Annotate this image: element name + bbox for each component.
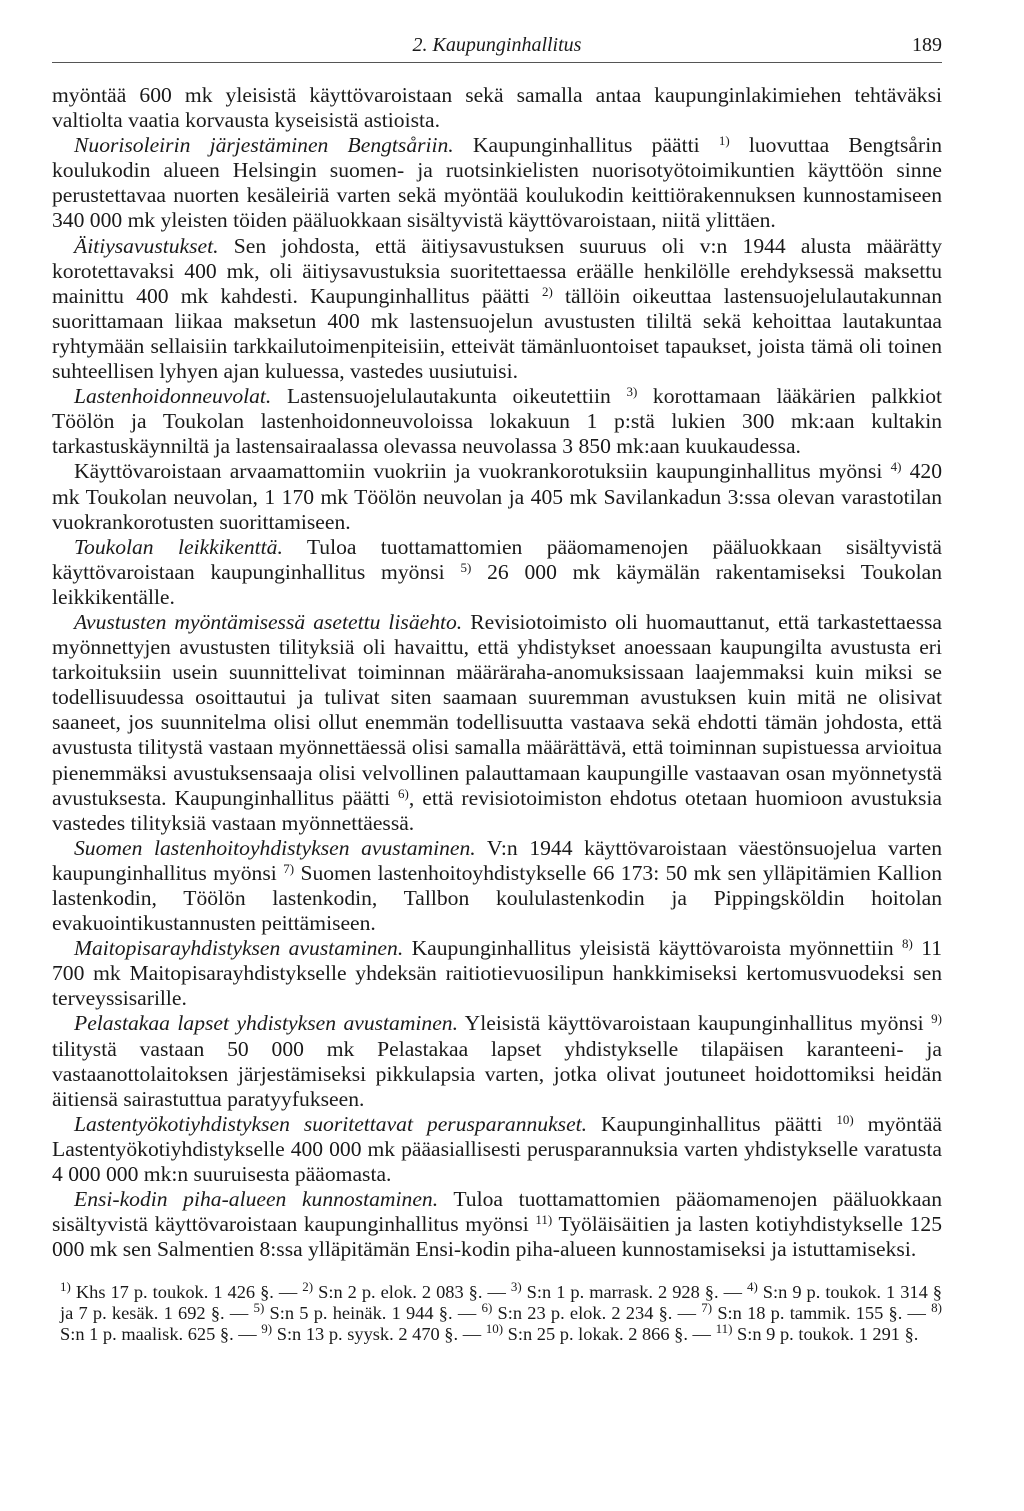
text-run: luovuttaa Bengtsårin koulukodin alueen Helsingin suomen- ja ruotsinkielisten nuorisotyötoimikuntien käyttöön sinne perustettavaa nuorten kesäleiriä varten sekä myöntää koulukodin keittiörakennuksen kunnostamiseen 340 000 mk yleisten töiden pääluokkaan sisältyvistä käyttövaroistaan, niitä ylittäen.	[52, 133, 942, 233]
page-number: 189	[912, 34, 942, 56]
text-run: korottamaan lääkärien palkkiot Töölön ja Toukolan lastenhoidonneuvoloissa lokakuun 1 p:stä lukien 300 mk:aan kultakin tarkastuskäynniltä ja lastensairaalassa olevassa neuvolassa 3 850 mk:aan kuukaudessa.	[52, 384, 942, 459]
paragraph	[52, 535, 942, 610]
text-run: Tuloa tuottamattomien pääomamenojen pääluokkaan sisältyvistä käyttövaroistaan kaupunginhallitus myönsi	[52, 534, 943, 584]
footnote-ref: 9)	[931, 1011, 942, 1027]
footnote-ref: 9)	[261, 1320, 273, 1336]
section-heading: Äitiysavustukset.	[74, 233, 219, 258]
text-run: S:n 9 p. toukok. 1 291 §.	[732, 1323, 919, 1344]
footnote-block	[60, 1279, 942, 1344]
text-run: S:n 18 p. tammik. 155 §. —	[712, 1303, 932, 1323]
text-run: S:n 1 p. maalisk. 625 §. —	[60, 1323, 262, 1344]
text-run: Yleisistä käyttövaroistaan kaupunginhallitus myönsi	[458, 1011, 932, 1036]
section-heading: Avustusten myöntämisessä asetettu lisäehto.	[74, 609, 463, 634]
paragraph	[52, 936, 942, 1011]
text-run: Kaupunginhallitus päätti	[587, 1111, 837, 1136]
footnote-ref: 1)	[60, 1279, 71, 1295]
paragraph	[52, 384, 942, 459]
text-run: tällöin oikeuttaa lastensuojelulautakunnan suorittamaan liikaa maksetun 400 mk lastensuojelun avustusten tililtä sekä kehoittaa lautakuntaa ryhtymään sellaisiin tarkkailutoimenpiteisiin, etteivät tämänluontoiset tapaukset, joista tämä oli toinen suhteellisen lyhyen ajan kuluessa, vastedes uusiutuisi.	[52, 283, 942, 384]
text-run: tilitystä vastaan 50 000 mk Pelastakaa lapset yhdistykselle tilapäisen karanteeni- ja vastaanottolaitoksen järjestämiseksi pikkulapsia varten, jotka olivat joutuneet hoidottomiksi heidän äitiensä sairastuttua paratyyfukseen.	[52, 1036, 942, 1111]
text-run: 26 000 mk käymälän rakentamiseksi Toukolan leikkikentälle.	[52, 559, 942, 609]
section-heading: Maitopisarayhdistyksen avustaminen.	[74, 936, 404, 961]
text-run: Khs 17 p. toukok. 1 426 §. —	[70, 1282, 303, 1303]
paragraph	[52, 1011, 942, 1111]
text-run: Lastensuojelulautakunta oikeutettiin	[271, 384, 627, 409]
paragraph	[52, 133, 942, 233]
text-run: myöntää Lastentyökotiyhdistykselle 400 000 mk pääasiallisesti perusparannuksia varten yhdistykselle varatusta 4 000 000 mk:n suuruisesta pääomasta.	[52, 1111, 943, 1187]
header-rule	[52, 62, 942, 63]
section-heading: Ensi-kodin piha-alueen kunnostaminen.	[74, 1187, 439, 1212]
text-run: 11 700 mk Maitopisarayhdistykselle yhdeksän raitiotievuosilipun hankkimiseksi kertomusvuodeksi sen terveyssisarille.	[52, 936, 942, 1011]
text-run: 420 mk Toukolan neuvolan, 1 170 mk Töölön neuvolan ja 405 mk Savilankadun 3:ssa olevan varastotilan vuokrankorotusten suorittamiseen.	[52, 459, 943, 534]
text-run: S:n 2 p. elok. 2 083 §. —	[313, 1282, 511, 1303]
text-run: Suomen lastenhoitoyhdistykselle 66 173: 50 mk sen ylläpitämien Kallion lastenkodin, Töölön lastenkodin, Tallbon koululastenkodin ja Pippingsköldin hoitolan evakuointikustannusten peittämiseen.	[52, 860, 942, 936]
footnote-ref: 3)	[510, 1279, 522, 1295]
paragraph	[52, 1112, 942, 1187]
paragraph	[52, 610, 942, 836]
footnote-ref: 8)	[931, 1300, 942, 1315]
footnote-ref: 10)	[485, 1320, 504, 1336]
document-page	[52, 28, 942, 1344]
footnote-ref: 7)	[701, 1300, 713, 1315]
text-run: Kaupunginhallitus yleisistä käyttövaroista myönnettiin	[403, 936, 902, 961]
paragraph	[52, 836, 942, 936]
footnote-ref: 6)	[481, 1300, 493, 1315]
footnote-ref: 7)	[283, 860, 295, 876]
text-run: myöntää 600 mk yleisistä käyttövaroistaan sekä samalla antaa kaupunginlakimiehen tehtäväksi valtiolta vaatia korvausta kyseisistä astioista.	[52, 83, 942, 133]
section-heading: Nuorisoleirin järjestäminen Bengtsåriin.	[74, 133, 454, 158]
footnote-ref: 4)	[890, 459, 902, 475]
text-run: Työläisäitien ja lasten kotiyhdistykselle 125 000 mk sen Salmentien 8:ssa ylläpitämän Ensi-kodin piha-alueen kunnostamiseksi ja istuttamiseksi.	[52, 1212, 942, 1262]
text-run: Käyttövaroistaan arvaamattomiin vuokriin ja vuokrankorotuksiin kaupunginhallitus myönsi	[74, 459, 891, 484]
text-run: S:n 1 p. marrask. 2 928 §. —	[521, 1282, 747, 1303]
text-run: V:n 1944 käyttövaroistaan väestönsuojelua varten kaupunginhallitus myönsi	[52, 835, 943, 885]
section-heading: Suomen lastenhoitoyhdistyksen avustaminen.	[74, 835, 476, 860]
footnote-ref: 2)	[541, 283, 553, 299]
text-run: Kaupunginhallitus päätti	[453, 133, 719, 158]
footnote-ref: 2)	[302, 1279, 314, 1295]
text-run: Tuloa tuottamattomien pääomamenojen pääluokkaan sisältyvistä käyttövaroistaan kaupunginhallitus myönsi	[52, 1187, 942, 1237]
footnote-ref: 4)	[746, 1279, 758, 1295]
running-header	[52, 28, 942, 62]
text-run: , että revisiotoimiston ehdotus otetaan huomioon avustuksia vastedes tilityksiä vastaan myönnettäessä.	[52, 785, 943, 835]
footnote-ref: 11)	[715, 1320, 733, 1336]
footnote-ref: 5)	[460, 559, 472, 575]
footnote-ref: 1)	[718, 133, 730, 149]
text-run: S:n 9 p. toukok. 1 314 § ja 7 p. kesäk. 1 692 §. —	[60, 1282, 942, 1323]
text-run: Revisiotoimisto oli huomauttanut, että tarkastettaessa myönnettyjen avustusten tilityksiä oli havaittu, että yhdistykset anoessaan kaupungilta avustusta eri tarkoituksiin usein suunnittelivat toiminnan määräraha-anomuksissaan laajemmaksi kuin miksi se todellisuudessa osoittautui ja tulivat siten saamaan suuremman avustuksen kuin mitä ne olisivat saaneet, jos suunnitelma olisi ollut enemmän todellisuutta vastaava sekä ehdotti tämän johdosta, että avustusta tilitystä vastaan myönnettäessä olisi samalla määrättävä, että toiminnan supistuessa arvioitua pienemmäksi avustuksensaaja olisi velvollinen palauttamaan kaupungille vastaavan osan myönnetystä avustuksesta. Kaupunginhallitus päätti	[52, 609, 942, 810]
footnote-ref: 3)	[626, 384, 638, 400]
footnotes	[52, 1279, 942, 1344]
text-run: S:n 25 p. lokak. 2 866 §. —	[503, 1323, 716, 1344]
section-heading: Lastenhoidonneuvolat.	[74, 384, 272, 409]
paragraph	[52, 1187, 942, 1262]
text-run: S:n 13 p. syysk. 2 470 §. —	[272, 1323, 486, 1344]
body-text	[52, 83, 942, 1262]
footnote-ref: 5)	[253, 1300, 265, 1315]
footnote-ref: 10)	[836, 1111, 854, 1127]
section-heading: Toukolan leikkikenttä.	[74, 534, 283, 559]
section-heading: Lastentyökotiyhdistyksen suoritettavat perusparannukset.	[74, 1111, 588, 1136]
section-heading: Pelastakaa lapset yhdistyksen avustaminen.	[74, 1011, 459, 1036]
paragraph	[52, 234, 942, 385]
text-run: Sen johdosta, että äitiysavustuksen suuruus oli v:n 1944 alusta määrätty korotettavaksi 400 mk, oli äitiysavustuksia suoritettaessa eräälle henkilölle erehdyksessä maksettu mainittu 400 mk kahdesti. Kaupunginhallitus päätti	[52, 233, 942, 308]
footnote-ref: 6)	[398, 785, 409, 801]
paragraph	[52, 459, 942, 534]
paragraph	[52, 83, 942, 133]
text-run: S:n 5 p. heinäk. 1 944 §. —	[264, 1303, 482, 1323]
text-run: S:n 23 p. elok. 2 234 §. —	[492, 1303, 702, 1323]
footnote-ref: 8)	[902, 936, 913, 952]
footnote-ref: 11)	[535, 1212, 553, 1228]
running-title: 2. Kaupunginhallitus	[412, 34, 582, 56]
